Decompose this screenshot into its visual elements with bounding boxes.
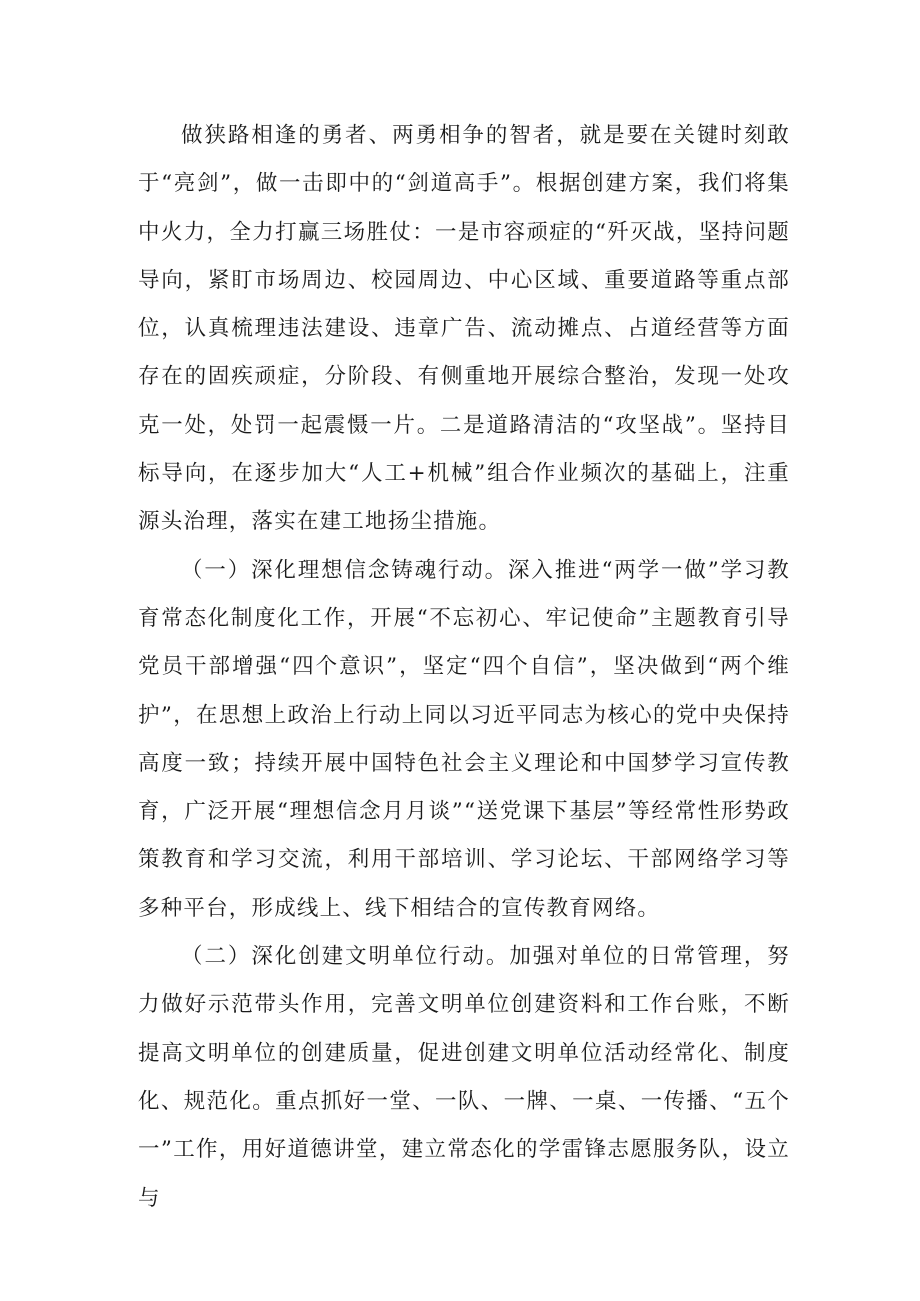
paragraph-intro: 做狭路相逢的勇者、两勇相争的智者，就是要在关键时刻敢于“亮剑”，做一击即中的“剑道高手”。根据创建方案，我们将集中火力，全力打赢三场胜仗：一是市容顽症的“歼灭战，坚持问题导向，紧盯市场周边、校园周边、中心区域、重要道路等重点部位，认真梳理违法建设、违章广告、流动摊点、占道经营等方面存在的固疾顽症，分阶段、有侧重地开展综合整治，发现一处攻克一处，处罚一起震慑一片。二是道路清洁的“攻坚战”。坚持目标导向，在逐步加大“人工+机械”组合作业频次的基础上，注重源头治理，落实在建工地扬尘措施。 <box>138 123 790 535</box>
paragraph-section-two: （二）深化创建文明单位行动。加强对单位的日常管理，努力做好示范带头作用，完善文明单位创建资料和工作台账，不断提高文明单位的创建质量，促进创建文明单位活动经常化、制度化、规范化。重点抓好一堂、一队、一牌、一桌、一传播、“五个一”工作，用好道德讲堂，建立常态化的学雷锋志愿服务队，设立与 <box>138 944 790 1211</box>
paragraph-section-one: （一）深化理想信念铸魂行动。深入推进“两学一做”学习教育常态化制度化工作，开展“不忘初心、牢记使命”主题教育引导党员干部增强“四个意识”，坚定“四个自信”，坚决做到“两个维护”，在思想上政治上行动上同以习近平同志为核心的党中央保持高度一致；持续开展中国特色社会主义理论和中国梦学习宣传教育，广泛开展“理想信念月月谈”“送党课下基层”等经常性形势政策教育和学习交流，利用干部培训、学习论坛、干部网络学习等多种平台，形成线上、线下相结合的宣传教育网络。 <box>138 557 790 921</box>
document-body <box>138 112 790 1223</box>
